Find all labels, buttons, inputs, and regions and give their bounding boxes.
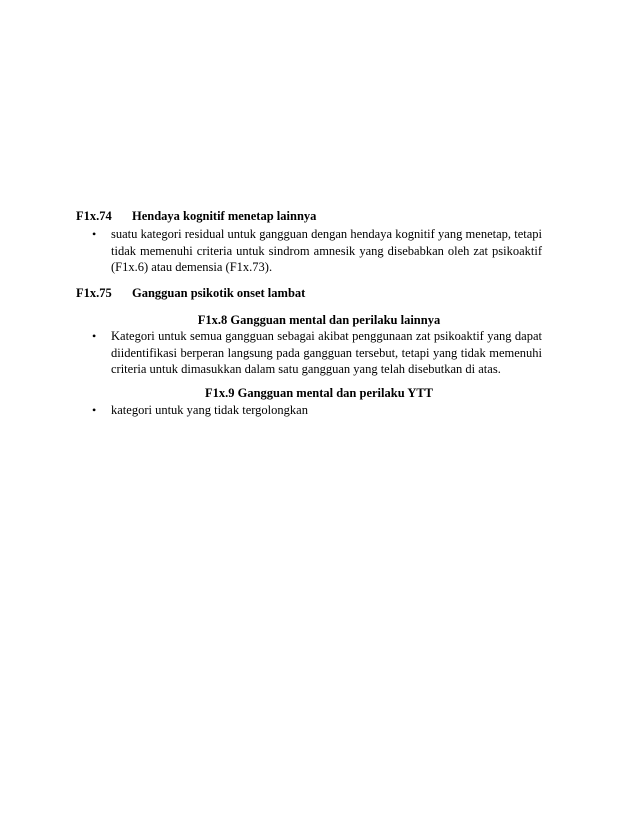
section-heading-f1x75 [76, 285, 305, 301]
bullet-text: suatu kategori residual untuk gangguan dengan hendaya kognitif yang menetap, tetapi tidak memenuhi criteria untuk sindrom amnesik yang disebabkan oleh zat psikoaktif (F1x.6) atau demensia (F1x.73). [111, 227, 542, 274]
section-title: Hendaya kognitif menetap lainnya [132, 209, 317, 223]
bullet-item [92, 328, 542, 378]
section-code: F1x.75 [76, 286, 112, 300]
bullet-icon: • [92, 329, 97, 343]
bullet-text: Kategori untuk semua gangguan sebagai akibat penggunaan zat psikoaktif yang dapat diidentifikasi berperan langsung pada gangguan tersebut, tetapi yang tidak memenuhi criteria untuk dimasukkan dalam satu gangguan yang telah disebutkan di atas. [111, 329, 542, 376]
section-heading-f1x9: F1x.9 Gangguan mental dan perilaku YTT [204, 386, 434, 400]
section-code: F1x.74 [76, 209, 112, 223]
section-title: Gangguan psikotik onset lambat [132, 286, 306, 300]
section-heading-f1x8: F1x.8 Gangguan mental dan perilaku lainnya [197, 313, 441, 327]
bullet-text: kategori untuk yang tidak tergolongkan [111, 403, 308, 417]
bullet-icon: • [92, 403, 97, 417]
bullet-icon: • [92, 227, 97, 241]
bullet-item [92, 402, 542, 419]
section-heading-f1x74 [76, 208, 316, 224]
bullet-item [92, 226, 542, 276]
